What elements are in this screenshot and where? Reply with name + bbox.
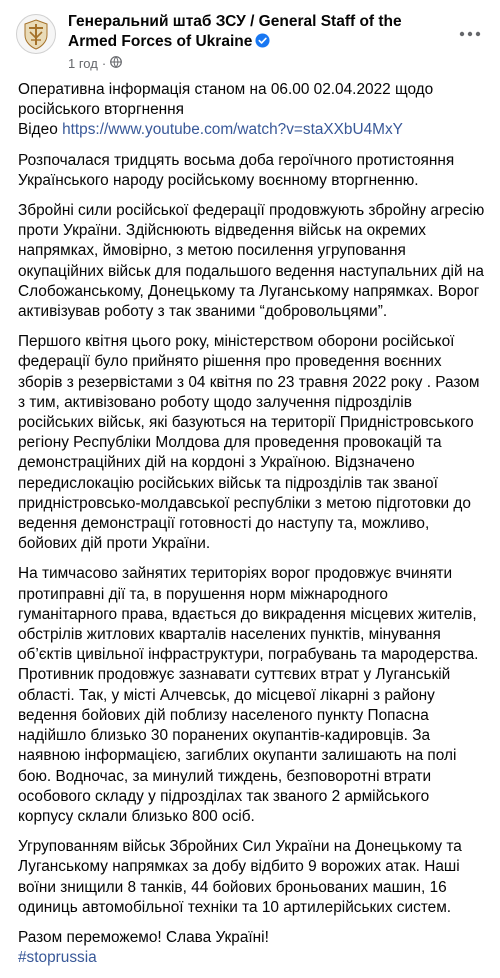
page-avatar[interactable] (16, 14, 56, 54)
post-paragraph: Першого квітня цього року, міністерством оборони російської федерації було прийнято рішення про проведення воєнних зборів з резервістами з 04 квітня по 23 травня 2022 року . Разом з тим, активізовано роботу щодо залучення підрозділів російських військ, які базуються на території Придністровського регіону Республіки Молдова для проведення провокацій та демонстраційних дій на кордоні з Україною. Відзначено передислокацію російських військ та підрозділів так званої придністровсько-молдавської республіки з метою підготовки до ведення демонстрації готовності до наступу та, можливо, бойових дій проти України. (18, 333, 480, 553)
page-name[interactable] (68, 12, 438, 54)
globe-icon[interactable] (110, 56, 122, 71)
separator-dot: · (101, 56, 107, 71)
emblem-icon (21, 18, 51, 50)
video-label: Відео (18, 121, 63, 139)
verified-badge-icon (255, 33, 270, 54)
video-link[interactable]: https://www.youtube.com/watch?v=staXXbU4MxY (62, 121, 403, 139)
post-paragraph-closing (18, 928, 488, 968)
post-paragraph: Угрупованням військ Збройних Сил України на Донецькому та Луганському напрямках за добу відбито 9 ворожих атак. Наші воїни знищили 8 танків, 44 бойових броньованих машин, 16 одиниць автомобільної техніки та 10 артилерійських систем. (18, 838, 462, 916)
page-name-text[interactable]: Генеральний штаб ЗСУ / General Staff of the Armed Forces of Ukraine (68, 13, 402, 50)
more-options-icon[interactable] (456, 24, 484, 44)
hashtag-link[interactable]: #stoprussia (18, 949, 97, 967)
post-paragraph-intro (18, 80, 488, 141)
post-paragraph: Збройні сили російської федерації продовжують збройну агресію проти України. Здійснюють відведення військ на окремих напрямках, ймовірно, з метою посилення угруповання окупаційних військ для подальшого ведення наступальних дій на Слобожанському, Донецькому та Луганському напрямках. Ворог активізував роботу з так званими “добровольцями”. (18, 202, 485, 321)
intro-title: Оперативна інформація станом на 06.00 02.04.2022 щодо російського вторгнення (18, 81, 434, 119)
post-body (18, 80, 488, 978)
closing-text: Разом переможемо! Слава Україні! (18, 928, 269, 946)
post-paragraph: Розпочалася тридцять восьма доба героїчного протистояння Українського народу російському воєнному вторгненню. (18, 151, 455, 189)
post-time[interactable]: 1 год (68, 56, 98, 71)
post-meta (68, 56, 122, 71)
post-header (16, 10, 484, 70)
post-paragraph: На тимчасово зайнятих територіях ворог продовжує вчиняти протиправні дії та, в порушення норм міжнародного гуманітарного права, вдається до викрадення місцевих жителів, обстрілів житлових кварталів населених пунктів, мінування об’єктів цивільної інфраструктури, пограбувань та мародерства. Противник продовжує зазнавати суттєвих втрат у Луганській області. Так, у місті Алчевськ, до місцевої лікарні з району ведення бойових дій поблизу населеного пункту Попасна надійшло близько 30 поранених окупантів-кадировців. За наявною інформацією, загиблих окупанти залишають на полі бою. Водночас, за минулий тиждень, безповоротні втрати особового складу у підрозділах так званого 2 армійського корпусу склали близько 800 осіб. (18, 565, 479, 825)
